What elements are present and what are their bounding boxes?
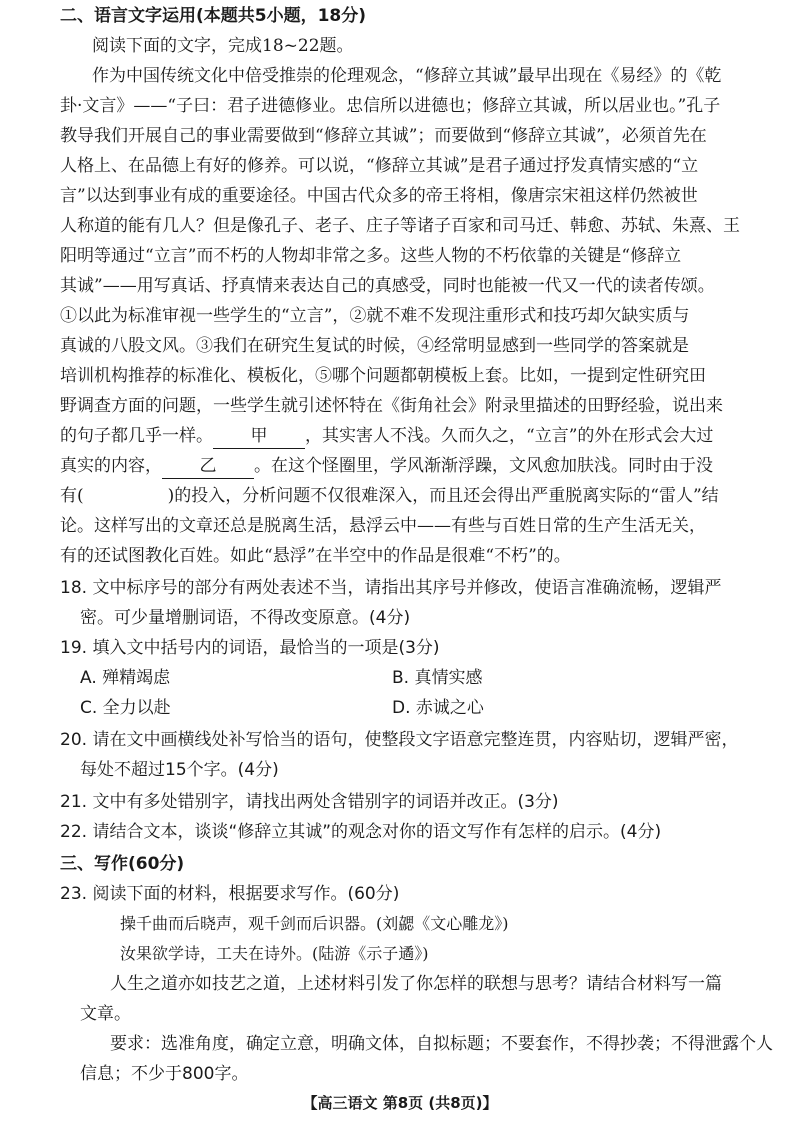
blank-yi: 乙 (162, 454, 254, 479)
question-21: 21. 文中有多处错别字，请找出两处含错别字的词语并改正。(3分) (60, 792, 559, 812)
passage-line (60, 454, 713, 479)
reading-instruction: 阅读下面的文字，完成18~22题。 (92, 36, 354, 56)
material-quote-1: 操千曲而后晓声，观千剑而后识器。(刘勰《文心雕龙》) (120, 914, 509, 933)
page-footer: 【高三语文 第8页 (共8页)】 (302, 1094, 498, 1112)
passage-text: 的句子都几乎一样。 (60, 426, 213, 446)
option-d: D. 赤诚之心 (392, 698, 484, 718)
question-20: 20. 请在文中画横线处补写恰当的语句，使整段文字语意完整连贯，内容贴切，逻辑严密， (60, 730, 739, 750)
writing-prompt-cont: 文章。 (80, 1004, 131, 1024)
writing-requirements: 要求：选准角度，确定立意，明确文体，自拟标题；不要套作，不得抄袭；不得泄露个人 (110, 1034, 773, 1054)
material-quote-2: 汝果欲学诗，工夫在诗外。(陆游《示子遹》) (120, 944, 429, 963)
passage-line: 人格上、在品德上有好的修养。可以说，“修辞立其诚”是君子通过抒发真情实感的“立 (60, 156, 699, 176)
question-23: 23. 阅读下面的材料，根据要求写作。(60分) (60, 884, 400, 904)
option-a: A. 殚精竭虑 (80, 668, 171, 688)
passage-line: 阳明等通过“立言”而不朽的人物却非常之多。这些人物的不朽依靠的关键是“修辞立 (60, 246, 682, 266)
passage-line: ①以此为标准审视一些学生的“立言”，②就不难不发现注重形式和技巧却欠缺实质与 (60, 306, 690, 326)
writing-prompt: 人生之道亦如技艺之道，上述材料引发了你怎样的联想与思考？请结合材料写一篇 (110, 974, 722, 994)
passage-line: 论。这样写出的文章还总是脱离生活，悬浮云中——有些与百姓日常的生产生活无关， (60, 516, 706, 536)
passage-line: 野调查方面的问题，一些学生就引述怀特在《街角社会》附录里描述的田野经验，说出来 (60, 396, 723, 416)
question-18-cont: 密。可少量增删词语，不得改变原意。(4分) (80, 608, 411, 628)
paren-open: 有( (60, 486, 84, 506)
passage-line: 人称道的能有几人？但是像孔子、老子、庄子等诸子百家和司马迁、韩愈、苏轼、朱熹、王 (60, 216, 740, 236)
passage-text: ，其实害人不浅。久而久之，“立言”的外在形式会大过 (305, 426, 714, 446)
passage-line (60, 484, 719, 508)
blank-jia: 甲 (213, 424, 305, 449)
question-19: 19. 填入文中括号内的词语，最恰当的一项是(3分) (60, 638, 440, 658)
question-20-cont: 每处不超过15个字。(4分) (80, 760, 279, 780)
passage-line: 其诚”——用写真话、抒真情来表达自己的真感受，同时也能被一代又一代的读者传颂。 (60, 276, 715, 296)
passage-line: 真诚的八股文风。③我们在研究生复试的时候，④经常明显感到一些同学的答案就是 (60, 336, 689, 356)
question-18: 18. 文中标序号的部分有两处表述不当，请指出其序号并修改，使语言准确流畅，逻辑严 (60, 578, 722, 598)
passage-text: )的投入，分析问题不仅很难深入，而且还会得出严重脱离实际的“雷人”结 (167, 486, 719, 506)
passage-line: 卦·文言》——“子曰：君子进德修业。忠信所以进德也；修辞立其诚，所以居业也。”孔子 (60, 96, 721, 116)
passage-line: 教导我们开展自己的事业需要做到“修辞立其诚”；而要做到“修辞立其诚”，必须首先在 (60, 126, 707, 146)
option-b: B. 真情实感 (392, 668, 483, 688)
passage-line (60, 424, 713, 449)
passage-text: 。在这个怪圈里，学风渐渐浮躁，文风愈加肤浅。同时由于没 (254, 456, 713, 476)
passage-line: 有的还试图教化百姓。如此“悬浮”在半空中的作品是很难“不朽”的。 (60, 546, 571, 566)
section-2-heading: 二、语言文字运用(本题共5小题，18分) (60, 6, 367, 26)
passage-line: 言”以达到事业有成的重要途径。中国古代众多的帝王将相，像唐宗宋祖这样仍然被世 (60, 186, 698, 206)
option-c: C. 全力以赴 (80, 698, 171, 718)
passage-line: 作为中国传统文化中倍受推崇的伦理观念，“修辞立其诚”最早出现在《易经》的《乾 (92, 66, 722, 86)
writing-requirements-cont: 信息；不少于800字。 (80, 1064, 249, 1084)
question-22: 22. 请结合文本，谈谈“修辞立其诚”的观念对你的语文写作有怎样的启示。(4分) (60, 822, 662, 842)
section-3-heading: 三、写作(60分) (60, 854, 185, 874)
passage-line: 培训机构推荐的标准化、模板化，⑤哪个问题都朝模板上套。比如，一提到定性研究田 (60, 366, 706, 386)
passage-text: 真实的内容， (60, 456, 162, 476)
